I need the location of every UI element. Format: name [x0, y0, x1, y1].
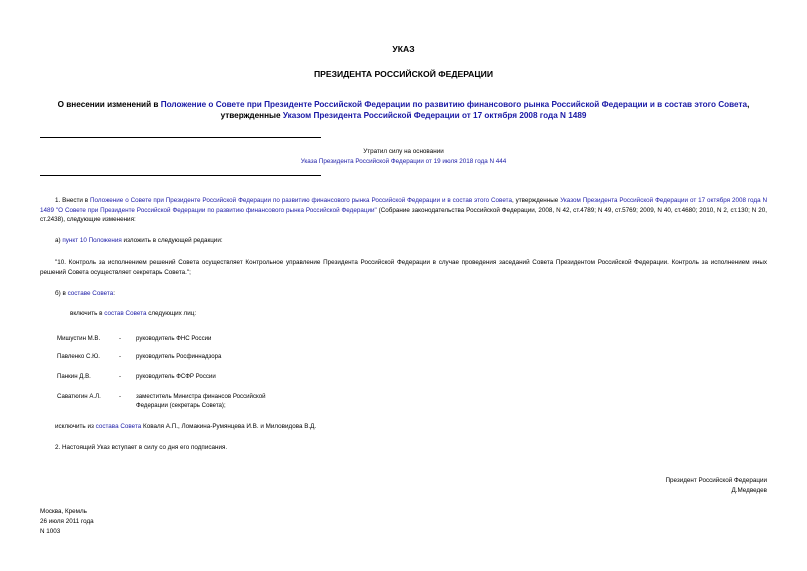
paragraph-b [55, 289, 115, 299]
member-role: заместитель Министра финансов Российской Федерации (секретарь Совета); [136, 393, 266, 409]
member-dash: - [119, 393, 122, 400]
pb-text-b: : [113, 290, 115, 297]
member-role: руководитель ФСФР России [136, 373, 216, 380]
signature-name: Д.Медведев [731, 487, 767, 494]
member-name: Саватюгин А.Л. [57, 393, 101, 400]
p1-text-a: 1. Внести в [55, 197, 91, 204]
include-link-composition[interactable]: состав Совета [104, 310, 147, 317]
paragraph-2: 2. Настоящий Указ вступает в силу со дня его подписания. [55, 444, 228, 451]
pa-text-b: изложить в следующей редакции: [121, 237, 223, 244]
p1-text-d: (Собрание законодательства Российской Федерации, 2008, N 42, ст.4789; N 49, ст.5769; 2009, N 40, ст.4680; 2010, N 2, ст.130; N 20, ст.2438), следующие изменения: [40, 206, 767, 224]
footer-place: Москва, Кремль [40, 508, 87, 515]
divider-top [40, 137, 321, 138]
member-dash: - [119, 335, 122, 342]
heading-middle: , утвержденные [220, 100, 750, 120]
pb-text-a: б) в [55, 290, 68, 297]
paragraph-1 [40, 196, 767, 225]
lost-force-block [0, 157, 807, 166]
pa-text-a: а) [55, 237, 63, 244]
divider-bottom [40, 175, 321, 176]
document-heading [40, 99, 767, 121]
include-text-a: включить в [70, 310, 105, 317]
exclude-line [55, 422, 316, 432]
member-dash: - [119, 373, 122, 380]
include-text-b: следующих лиц: [146, 310, 197, 317]
footer-date: 26 июля 2011 года [40, 518, 94, 525]
quoted-clause: "10. Контроль за исполнением решений Совета осуществляет Контрольное управление Президента Российской Федерации в случае проведения заседаний Совета Президентом Российской Федерации. Контроль за исполнением иных решений Совета осуществляет секретарь Совета."; [40, 259, 767, 276]
member-dash: - [119, 353, 122, 360]
heading-link-decree[interactable]: Указом Президента Российской Федерации от 17 октября 2008 года N 1489 [282, 111, 587, 120]
paragraph-a [55, 236, 223, 246]
member-name: Панкин Д.В. [57, 373, 91, 380]
exclude-text-a: исключить из [55, 423, 96, 430]
exclude-text-b: Коваля А.П., Ломакина-Румянцева И.В. и Миловидова В.Д. [141, 423, 317, 430]
doc-type-title: УКАЗ [392, 44, 415, 54]
heading-prefix: О внесении изменений в [57, 100, 161, 109]
member-role: руководитель ФНС России [136, 335, 212, 342]
footer-number: N 1003 [40, 528, 61, 535]
p1-text-b: , утвержденные [511, 197, 561, 204]
signature-position: Президент Российской Федерации [665, 477, 767, 484]
member-name: Мишустин М.В. [57, 335, 101, 342]
issuer-title: ПРЕЗИДЕНТА РОССИЙСКОЙ ФЕДЕРАЦИИ [313, 69, 494, 79]
p1-link-decree[interactable]: Указом Президента Российской Федерации от 17 октября 2008 года N 1489 [40, 197, 768, 214]
lost-force-label: Утратил силу на основании [363, 148, 444, 155]
lost-force-link[interactable]: Указа Президента Российской Федерации от 19 июля 2018 года N 444 [300, 158, 507, 165]
p1-link-decree-title[interactable]: "О Совете при Президенте Российской Федерации по развитию финансового рынка Российской Федерации" [55, 206, 377, 214]
member-role: руководитель Росфиннадзора [136, 353, 222, 360]
member-name: Павленко С.Ю. [57, 353, 100, 360]
exclude-link-composition[interactable]: состава Совета [95, 423, 142, 430]
pb-link-composition[interactable]: составе Совета [67, 290, 114, 297]
p1-link-regulation[interactable]: Положение о Совете при Президенте Российской Федерации по развитию финансового рынка Российской Федерации и в состав этого Совета [90, 197, 512, 204]
include-line [70, 309, 196, 319]
heading-link-regulation[interactable]: Положение о Совете при Президенте Российской Федерации по развитию финансового рынка Российской Федерации и в состав этого Совета [160, 100, 748, 109]
pa-link-clause[interactable]: пункт 10 Положения [62, 237, 122, 244]
